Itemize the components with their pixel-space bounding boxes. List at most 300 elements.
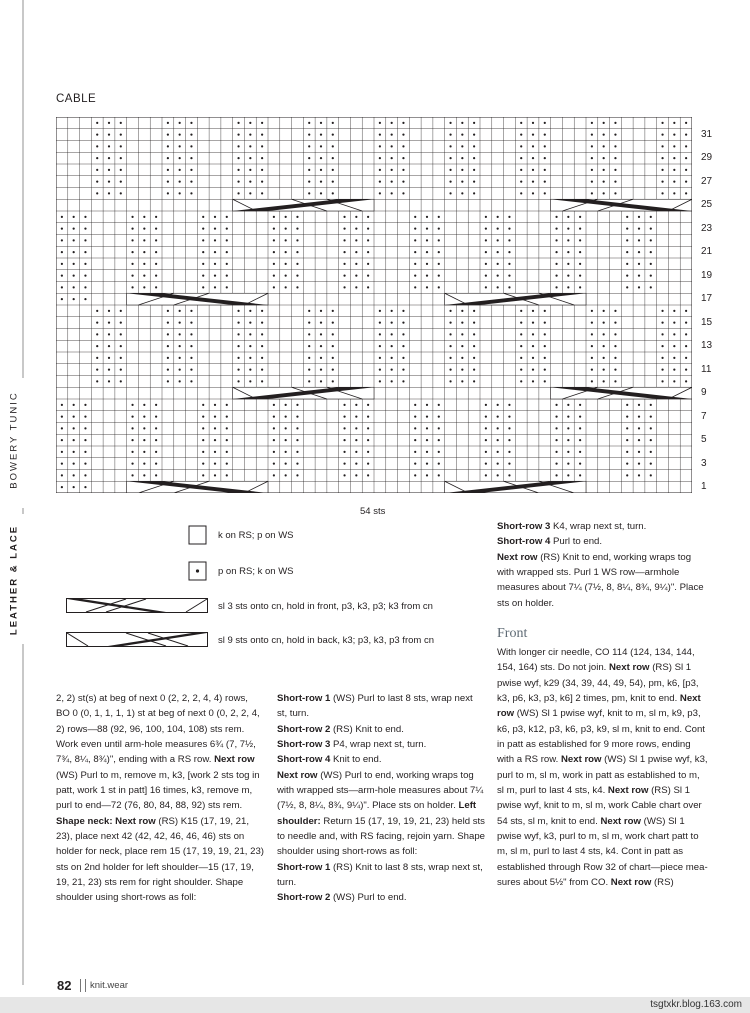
purl-dot	[379, 157, 381, 159]
purl-dot	[520, 192, 522, 194]
purl-dot	[285, 286, 287, 288]
purl-dot	[332, 192, 334, 194]
purl-dot	[438, 451, 440, 453]
purl-dot	[202, 286, 204, 288]
purl-dot	[73, 251, 75, 253]
purl-dot	[650, 427, 652, 429]
purl-dot	[638, 427, 640, 429]
purl-dot	[179, 380, 181, 382]
purl-dot	[249, 134, 251, 136]
purl-dot	[308, 192, 310, 194]
purl-dot	[414, 286, 416, 288]
purl-dot	[296, 416, 298, 418]
purl-dot	[461, 145, 463, 147]
purl-dot	[414, 263, 416, 265]
purl-dot	[603, 169, 605, 171]
purl-dot	[273, 451, 275, 453]
purl-dot	[555, 239, 557, 241]
purl-dot	[438, 263, 440, 265]
purl-dot	[626, 275, 628, 277]
purl-dot	[497, 216, 499, 218]
purl-dot	[685, 145, 687, 147]
purl-dot	[626, 451, 628, 453]
purl-dot	[473, 369, 475, 371]
purl-dot	[461, 357, 463, 359]
purl-dot	[355, 474, 357, 476]
purl-dot	[438, 463, 440, 465]
purl-dot	[167, 122, 169, 124]
purl-dot	[532, 134, 534, 136]
purl-dot	[84, 439, 86, 441]
purl-dot	[120, 145, 122, 147]
purl-dot	[685, 380, 687, 382]
purl-dot	[237, 145, 239, 147]
purl-dot	[414, 427, 416, 429]
row-label: 31	[701, 128, 713, 140]
purl-dot	[485, 228, 487, 230]
purl-dot	[96, 134, 98, 136]
section-heading-front: Front	[497, 626, 528, 641]
purl-dot	[249, 357, 251, 359]
purl-dot	[426, 474, 428, 476]
purl-dot	[579, 463, 581, 465]
purl-dot	[520, 333, 522, 335]
purl-dot	[673, 357, 675, 359]
purl-dot	[414, 404, 416, 406]
purl-dot	[308, 310, 310, 312]
purl-dot	[673, 380, 675, 382]
col2-run: Short-row 1	[277, 693, 331, 704]
purl-dot	[143, 463, 145, 465]
purl-dot	[391, 134, 393, 136]
purl-dot	[391, 122, 393, 124]
purl-dot	[226, 463, 228, 465]
purl-dot	[355, 263, 357, 265]
purl-dot	[426, 251, 428, 253]
purl-dot	[508, 404, 510, 406]
purl-dot	[202, 275, 204, 277]
purl-dot	[591, 157, 593, 159]
purl-dot	[143, 416, 145, 418]
purl-dot	[485, 263, 487, 265]
purl-dot	[544, 333, 546, 335]
purl-dot	[237, 310, 239, 312]
purl-dot	[143, 404, 145, 406]
purl-dot	[626, 251, 628, 253]
purl-dot	[379, 169, 381, 171]
purl-dot	[673, 169, 675, 171]
purl-dot	[414, 474, 416, 476]
purl-dot	[155, 439, 157, 441]
purl-dot	[650, 463, 652, 465]
purl-dot	[73, 263, 75, 265]
purl-dot	[438, 275, 440, 277]
purl-dot	[414, 463, 416, 465]
purl-dot	[461, 122, 463, 124]
purl-dot	[214, 228, 216, 230]
purl-dot	[214, 275, 216, 277]
purl-dot	[155, 427, 157, 429]
purl-dot	[638, 216, 640, 218]
col3b-run: (RS) Sl 1 pwise wyf, k29 (34, 39, 44, 49, 54), pm, k6, [p3, k3, p6, k3, p3, k6] 2 times, pm, knit to end.	[497, 662, 699, 705]
purl-dot	[96, 345, 98, 347]
purl-dot	[143, 275, 145, 277]
purl-dot	[650, 474, 652, 476]
purl-dot	[332, 134, 334, 136]
purl-dot	[555, 463, 557, 465]
purl-dot	[96, 181, 98, 183]
purl-dot	[438, 286, 440, 288]
purl-dot	[143, 427, 145, 429]
purl-dot	[261, 333, 263, 335]
col2-run: Short-row 2	[277, 892, 331, 904]
purl-dot	[332, 380, 334, 382]
purl-dot	[73, 216, 75, 218]
purl-dot	[591, 322, 593, 324]
purl-dot	[508, 275, 510, 277]
purl-dot	[261, 322, 263, 324]
purl-dot	[520, 145, 522, 147]
purl-dot	[532, 192, 534, 194]
purl-dot	[226, 416, 228, 418]
purl-dot	[367, 416, 369, 418]
purl-dot	[108, 181, 110, 183]
purl-dot	[426, 416, 428, 418]
purl-dot	[190, 145, 192, 147]
purl-dot	[638, 474, 640, 476]
purl-dot	[485, 463, 487, 465]
purl-dot	[143, 263, 145, 265]
purl-dot	[120, 345, 122, 347]
purl-dot	[343, 228, 345, 230]
purl-dot	[108, 134, 110, 136]
purl-dot	[214, 263, 216, 265]
purl-dot	[84, 251, 86, 253]
purl-dot	[532, 122, 534, 124]
purl-dot	[661, 380, 663, 382]
purl-dot	[73, 286, 75, 288]
purl-dot	[285, 416, 287, 418]
purl-dot	[96, 192, 98, 194]
purl-dot	[567, 251, 569, 253]
purl-dot	[661, 169, 663, 171]
purl-dot	[449, 333, 451, 335]
purl-dot	[84, 228, 86, 230]
purl-dot	[461, 380, 463, 382]
purl-dot	[414, 275, 416, 277]
col2-run: Next row	[277, 769, 318, 781]
purl-dot	[131, 439, 133, 441]
purl-dot	[108, 145, 110, 147]
purl-dot	[143, 228, 145, 230]
purl-dot	[73, 463, 75, 465]
purl-dot	[343, 439, 345, 441]
purl-dot	[626, 474, 628, 476]
purl-dot	[120, 322, 122, 324]
purl-dot	[579, 275, 581, 277]
purl-dot	[320, 145, 322, 147]
purl-dot	[650, 228, 652, 230]
purl-dot	[120, 169, 122, 171]
purl-dot	[296, 239, 298, 241]
purl-dot	[438, 404, 440, 406]
purl-dot	[237, 369, 239, 371]
purl-dot	[84, 486, 86, 488]
col2-run: Knit to end.	[332, 754, 382, 766]
purl-dot	[308, 157, 310, 159]
purl-dot	[131, 474, 133, 476]
purl-dot	[96, 369, 98, 371]
purl-dot	[485, 427, 487, 429]
purl-dot	[61, 251, 63, 253]
purl-dot	[497, 275, 499, 277]
purl-dot	[673, 145, 675, 147]
purl-dot	[202, 474, 204, 476]
purl-dot	[614, 145, 616, 147]
row-label: 9	[701, 387, 707, 399]
purl-dot	[685, 122, 687, 124]
purl-dot	[508, 474, 510, 476]
purl-dot	[108, 380, 110, 382]
purl-dot	[497, 474, 499, 476]
purl-dot	[367, 216, 369, 218]
purl-dot	[485, 439, 487, 441]
purl-dot	[520, 345, 522, 347]
purl-dot	[379, 134, 381, 136]
purl-dot	[355, 286, 357, 288]
purl-dot	[626, 216, 628, 218]
purl-dot	[296, 228, 298, 230]
purl-dot	[449, 192, 451, 194]
col2-run: (RS) Knit to last 8 sts, wrap next st, turn.	[277, 861, 483, 889]
purl-dot	[190, 333, 192, 335]
purl-dot	[202, 439, 204, 441]
purl-dot	[626, 463, 628, 465]
purl-dot	[108, 122, 110, 124]
cable-chart	[56, 117, 692, 493]
bottom-bar	[0, 997, 750, 1013]
purl-dot	[167, 310, 169, 312]
purl-dot	[661, 134, 663, 136]
purl-dot	[614, 157, 616, 159]
purl-dot	[308, 345, 310, 347]
purl-dot	[226, 228, 228, 230]
col1-run: (WS) Purl to m, remove m, k3, [work 2 sts tog in patt, work 1 st in patt] 16 times, k3, remove m, purl to end—72 (76, 80, 84, 88, 92) sts rem.	[56, 769, 260, 812]
purl-dot	[567, 286, 569, 288]
purl-dot	[285, 451, 287, 453]
purl-dot	[614, 134, 616, 136]
purl-dot	[296, 427, 298, 429]
purl-dot	[131, 404, 133, 406]
purl-dot	[296, 463, 298, 465]
purl-dot	[96, 322, 98, 324]
purl-dot	[190, 310, 192, 312]
purl-dot	[461, 310, 463, 312]
purl-dot	[603, 380, 605, 382]
purl-dot	[131, 463, 133, 465]
purl-dot	[379, 181, 381, 183]
purl-dot	[61, 474, 63, 476]
purl-dot	[214, 404, 216, 406]
purl-dot	[638, 439, 640, 441]
purl-dot	[285, 251, 287, 253]
col1-run: Next row	[214, 754, 255, 766]
purl-dot	[473, 134, 475, 136]
purl-dot	[167, 145, 169, 147]
purl-dot	[190, 134, 192, 136]
purl-dot	[202, 228, 204, 230]
purl-dot	[190, 322, 192, 324]
purl-dot	[84, 298, 86, 300]
purl-dot	[402, 345, 404, 347]
purl-dot	[320, 192, 322, 194]
purl-dot	[308, 322, 310, 324]
purl-dot	[567, 216, 569, 218]
purl-dot	[61, 427, 63, 429]
side-label-title: BOWERY TUNIC	[8, 391, 20, 489]
purl-dot	[614, 333, 616, 335]
purl-dot	[497, 228, 499, 230]
purl-dot	[661, 157, 663, 159]
purl-dot	[591, 369, 593, 371]
purl-dot	[661, 333, 663, 335]
purl-dot	[661, 192, 663, 194]
purl-dot	[320, 369, 322, 371]
purl-dot	[273, 439, 275, 441]
purl-dot	[555, 251, 557, 253]
watermark: tsgtxkr.blog.163.com	[650, 999, 742, 1010]
purl-dot	[461, 169, 463, 171]
purl-dot	[661, 145, 663, 147]
purl-dot	[661, 369, 663, 371]
purl-dot	[214, 216, 216, 218]
purl-dot	[603, 157, 605, 159]
purl-dot	[202, 263, 204, 265]
purl-dot	[143, 216, 145, 218]
purl-dot	[273, 239, 275, 241]
purl-dot	[579, 286, 581, 288]
purl-dot	[438, 427, 440, 429]
purl-dot	[438, 251, 440, 253]
purl-dot	[402, 134, 404, 136]
purl-dot	[285, 439, 287, 441]
purl-dot	[84, 416, 86, 418]
purl-dot	[320, 333, 322, 335]
purl-dot	[214, 251, 216, 253]
purl-dot	[591, 134, 593, 136]
purl-dot	[61, 228, 63, 230]
purl-dot	[449, 134, 451, 136]
purl-dot	[673, 134, 675, 136]
purl-dot	[461, 369, 463, 371]
purl-dot	[285, 404, 287, 406]
purl-dot	[555, 451, 557, 453]
purl-dot	[202, 239, 204, 241]
purl-dot	[685, 310, 687, 312]
col2-run: Return 15 (17, 19, 19, 21, 23) held sts to needle and, with RS facing, rejoin yarn. Shape shoulder using short-rows as foll:	[277, 815, 485, 858]
purl-dot	[544, 122, 546, 124]
purl-dot	[214, 463, 216, 465]
purl-dot	[650, 263, 652, 265]
purl-dot	[591, 145, 593, 147]
purl-dot	[638, 463, 640, 465]
purl-dot	[673, 122, 675, 124]
purl-dot	[367, 439, 369, 441]
purl-dot	[108, 169, 110, 171]
purl-dot	[426, 439, 428, 441]
purl-dot	[261, 310, 263, 312]
purl-dot	[650, 216, 652, 218]
purl-dot	[414, 239, 416, 241]
purl-dot	[532, 380, 534, 382]
purl-dot	[402, 145, 404, 147]
purl-dot	[226, 239, 228, 241]
purl-dot	[143, 239, 145, 241]
purl-dot	[497, 463, 499, 465]
purl-dot	[673, 369, 675, 371]
purl-dot	[237, 157, 239, 159]
purl-dot	[685, 369, 687, 371]
purl-dot	[273, 275, 275, 277]
purl-dot	[508, 216, 510, 218]
purl-dot	[332, 145, 334, 147]
purl-dot	[355, 275, 357, 277]
row-label: 7	[701, 410, 707, 422]
purl-dot	[614, 357, 616, 359]
purl-dot	[367, 275, 369, 277]
purl-dot	[402, 181, 404, 183]
purl-dot	[296, 286, 298, 288]
purl-dot	[61, 263, 63, 265]
purl-dot	[120, 380, 122, 382]
purl-dot	[84, 275, 86, 277]
purl-dot	[296, 275, 298, 277]
purl-dot	[391, 333, 393, 335]
purl-dot	[367, 251, 369, 253]
purl-dot	[567, 474, 569, 476]
legend-cable-front: sl 3 sts onto cn, hold in front, p3, k3, p3; k3 from cn	[218, 601, 433, 612]
purl-dot	[285, 463, 287, 465]
purl-dot	[237, 357, 239, 359]
purl-dot	[214, 474, 216, 476]
purl-dot	[73, 239, 75, 241]
purl-dot	[320, 134, 322, 136]
text-column-3-front	[497, 645, 709, 891]
purl-dot	[296, 263, 298, 265]
purl-dot	[367, 286, 369, 288]
purl-dot	[237, 333, 239, 335]
purl-dot	[343, 251, 345, 253]
purl-dot	[108, 322, 110, 324]
purl-dot	[544, 157, 546, 159]
purl-dot	[155, 251, 157, 253]
purl-dot	[226, 263, 228, 265]
purl-dot	[391, 157, 393, 159]
purl-dot	[567, 275, 569, 277]
purl-dot	[155, 228, 157, 230]
purl-dot	[638, 451, 640, 453]
purl-dot	[96, 157, 98, 159]
purl-dot	[155, 263, 157, 265]
purl-dot	[520, 157, 522, 159]
purl-dot	[308, 169, 310, 171]
purl-dot	[614, 345, 616, 347]
cable-3-3-3-front-icon	[66, 598, 216, 614]
purl-dot	[638, 275, 640, 277]
purl-dot	[343, 239, 345, 241]
purl-dot	[120, 357, 122, 359]
purl-dot	[414, 439, 416, 441]
